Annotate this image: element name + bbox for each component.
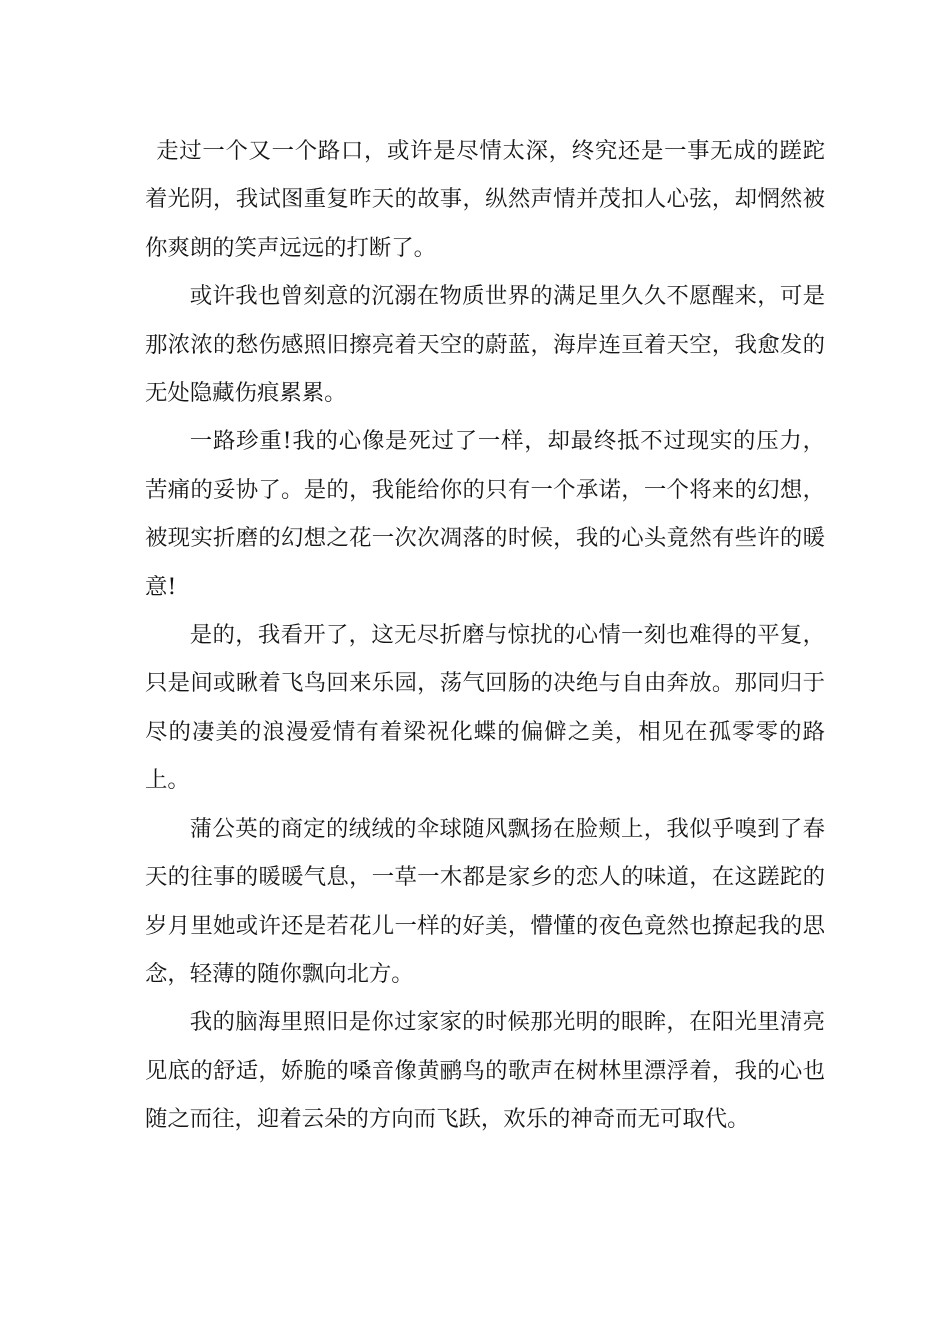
document-body xyxy=(145,127,825,1144)
paragraph-1: 走过一个又一个路口，或许是尽情太深，终究还是一事无成的蹉跎着光阴，我试图重复昨天的故事，纵然声情并茂扣人心弦，却惘然被你爽朗的笑声远远的打断了。 xyxy=(145,138,825,261)
paragraph-5: 蒲公英的商定的绒绒的伞球随风飘扬在脸颊上，我似乎嗅到了春天的往事的暖暖气息，一草一木都是家乡的恋人的味道，在这蹉跎的岁月里她或许还是若花儿一样的好美，懵懂的夜色竟然也撩起我的思念，轻薄的随你飘向北方。 xyxy=(145,815,825,987)
paragraph-2: 或许我也曾刻意的沉溺在物质世界的满足里久久不愿醒来，可是那浓浓的愁伤感照旧擦亮着天空的蔚蓝，海岸连亘着天空，我愈发的无处隐藏伤痕累累。 xyxy=(145,283,825,407)
paragraph-6: 我的脑海里照旧是你过家家的时候那光明的眼眸，在阳光里清亮见底的舒适，娇脆的嗓音像黄鹂鸟的歌声在树林里漂浮着，我的心也随之而往，迎着云朵的方向而飞跃，欢乐的神奇而无可取代。 xyxy=(145,1009,825,1133)
paragraph-4: 是的，我看开了，这无尽折磨与惊扰的心情一刻也难得的平复，只是间或瞅着飞鸟回来乐园，荡气回肠的决绝与自由奔放。那同归于尽的凄美的浪漫爱情有着梁祝化蝶的偏僻之美，相见在孤零零的路上。 xyxy=(145,622,825,794)
paragraph-3: 一路珍重!我的心像是死过了一样，却最终抵不过现实的压力，苦痛的妥协了。是的，我能给你的只有一个承诺，一个将来的幻想，被现实折磨的幻想之花一次次凋落的时候，我的心头竟然有些许的暖意! xyxy=(145,428,825,600)
